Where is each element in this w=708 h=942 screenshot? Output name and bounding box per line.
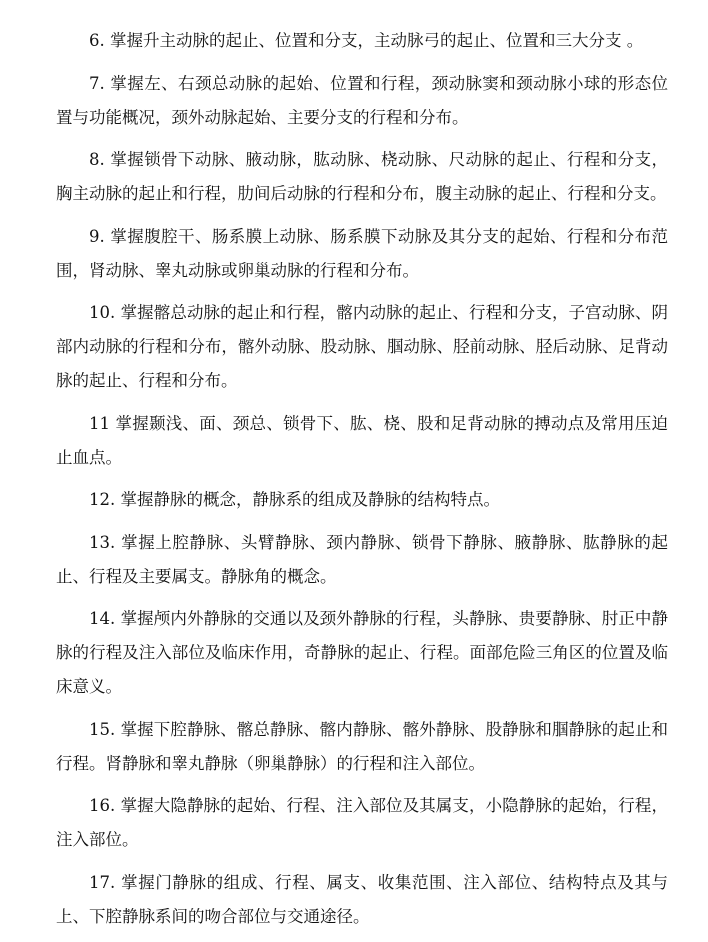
paragraph-item-12: 12. 掌握静脉的概念，静脉系的组成及静脉的结构特点。 xyxy=(89,490,500,509)
paragraph-item-9: 9. 掌握腹腔干、肠系膜上动脉、肠系膜下动脉及其分支的起始、行程和分布范围，肾动脉、睾丸动脉或卵巢动脉的行程和分布。 xyxy=(56,226,668,280)
paragraph-item-10: 10. 掌握髂总动脉的起止和行程，髂内动脉的起止、行程和分支，子宫动脉、阴部内动脉的行程和分布，髂外动脉、股动脉、腘动脉、胫前动脉、胫后动脉、足背动脉的起止、行程和分布。 xyxy=(56,303,668,390)
paragraph-item-17: 17. 掌握门静脉的组成、行程、属支、收集范围、注入部位、结构特点及其与上、下腔静脉系间的吻合部位与交通途径。 xyxy=(56,872,668,926)
paragraph-item-7: 7. 掌握左、右颈总动脉的起始、位置和行程，颈动脉窦和颈动脉小球的形态位置与功能概况，颈外动脉起始、主要分支的行程和分布。 xyxy=(56,73,668,127)
paragraph-item-11: 11 掌握颞浅、面、颈总、锁骨下、肱、桡、股和足背动脉的搏动点及常用压迫止血点。 xyxy=(56,413,668,467)
paragraph-item-6: 6. 掌握升主动脉的起止、位置和分支，主动脉弓的起止、位置和三大分支 。 xyxy=(89,31,644,50)
paragraph-item-14: 14. 掌握颅内外静脉的交通以及颈外静脉的行程，头静脉、贵要静脉、肘正中静脉的行程及注入部位及临床作用，奇静脉的起止、行程。面部危险三角区的位置及临床意义。 xyxy=(56,609,668,696)
paragraph-item-8: 8. 掌握锁骨下动脉、腋动脉，肱动脉、桡动脉、尺动脉的起止、行程和分支，胸主动脉的起止和行程，肋间后动脉的行程和分布，腹主动脉的起止、行程和分支。 xyxy=(56,150,668,203)
paragraph-item-16: 16. 掌握大隐静脉的起始、行程、注入部位及其属支，小隐静脉的起始，行程，注入部位。 xyxy=(56,796,668,849)
document-page xyxy=(56,24,668,942)
paragraph-item-15: 15. 掌握下腔静脉、髂总静脉、髂内静脉、髂外静脉、股静脉和腘静脉的起止和行程。肾静脉和睾丸静脉（卵巢静脉）的行程和注入部位。 xyxy=(56,719,668,773)
paragraph-item-13: 13. 掌握上腔静脉、头臂静脉、颈内静脉、锁骨下静脉、腋静脉、肱静脉的起止、行程及主要属支。静脉角的概念。 xyxy=(56,532,668,586)
